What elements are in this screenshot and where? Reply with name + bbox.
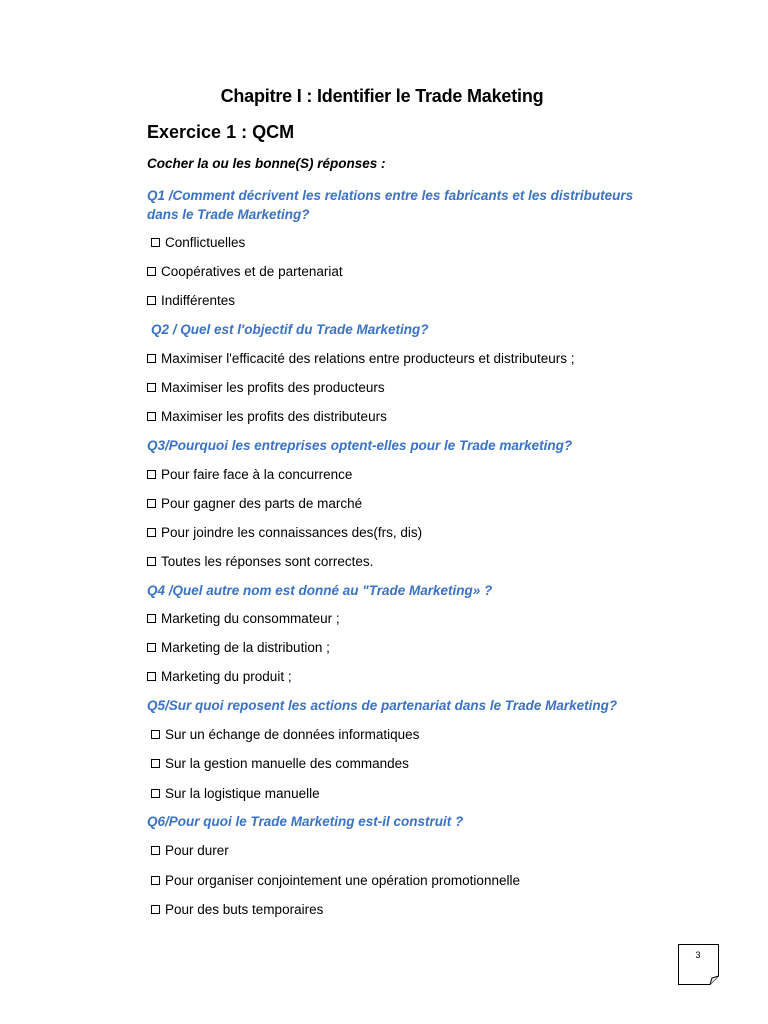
checkbox-icon[interactable]	[147, 643, 156, 652]
question-1: Q1 /Comment décrivent les relations entre les fabricants et les distributeurs dans le Trade Marketing?	[147, 188, 634, 222]
option-label: Maximiser l'efficacité des relations entre producteurs et distributeurs ;	[161, 351, 575, 366]
option-label: Pour organiser conjointement une opération promotionnelle	[165, 873, 520, 888]
checkbox-icon[interactable]	[147, 412, 156, 421]
checkbox-icon[interactable]	[151, 905, 160, 914]
page-number-frame	[678, 944, 718, 984]
option-label: Maximiser les profits des producteurs	[161, 380, 385, 395]
question-5-option-2[interactable]	[151, 754, 409, 773]
question-3-option-3[interactable]	[147, 523, 422, 542]
checkbox-icon[interactable]	[147, 557, 156, 566]
question-5-option-3[interactable]	[151, 784, 320, 803]
checkbox-icon[interactable]	[151, 846, 160, 855]
checkbox-icon[interactable]	[147, 296, 156, 305]
question-4-option-3[interactable]	[147, 667, 292, 686]
question-5-option-1[interactable]	[151, 725, 419, 744]
checkbox-icon[interactable]	[147, 499, 156, 508]
checkbox-icon[interactable]	[147, 354, 156, 363]
checkbox-icon[interactable]	[151, 876, 160, 885]
option-label: Marketing du consommateur ;	[161, 611, 340, 626]
option-label: Marketing du produit ;	[161, 669, 292, 684]
chapter-title: Chapitre I : Identifier le Trade Maketing	[220, 86, 544, 106]
question-3-option-1[interactable]	[147, 465, 352, 484]
question-6-option-2[interactable]	[151, 871, 520, 890]
option-label: Maximiser les profits des distributeurs	[161, 409, 387, 424]
question-6: Q6/Pour quoi le Trade Marketing est-il construit ?	[147, 814, 464, 829]
checkbox-icon[interactable]	[151, 789, 160, 798]
question-6-option-3[interactable]	[151, 900, 323, 919]
question-5: Q5/Sur quoi reposent les actions de partenariat dans le Trade Marketing?	[147, 698, 618, 713]
option-label: Pour faire face à la concurrence	[161, 467, 353, 482]
question-2-option-3[interactable]	[147, 407, 387, 426]
question-2-option-1[interactable]	[147, 349, 575, 368]
question-2-option-2[interactable]	[147, 378, 385, 397]
option-label: Coopératives et de partenariat	[161, 264, 343, 279]
checkbox-icon[interactable]	[147, 470, 156, 479]
instruction-text: Cocher la ou les bonne(S) réponses :	[147, 156, 386, 171]
option-label: Indifférentes	[161, 293, 236, 308]
question-4-option-2[interactable]	[147, 638, 330, 657]
checkbox-icon[interactable]	[147, 672, 156, 681]
question-2: Q2 / Quel est l'objectif du Trade Marketing?	[151, 322, 429, 337]
checkbox-icon[interactable]	[147, 383, 156, 392]
question-3-option-4[interactable]	[147, 552, 373, 571]
question-1-option-2[interactable]	[147, 262, 343, 281]
checkbox-icon[interactable]	[151, 238, 160, 247]
question-6-option-1[interactable]	[151, 841, 229, 860]
option-label: Toutes les réponses sont correctes.	[161, 554, 374, 569]
question-1-option-3[interactable]	[147, 291, 235, 310]
question-3: Q3/Pourquoi les entreprises optent-elles pour le Trade marketing?	[147, 438, 573, 453]
option-label: Sur la gestion manuelle des commandes	[165, 756, 409, 771]
question-4-option-1[interactable]	[147, 609, 340, 628]
checkbox-icon[interactable]	[147, 267, 156, 276]
question-4: Q4 /Quel autre nom est donné au "Trade Marketing» ?	[147, 583, 493, 598]
option-label: Pour des buts temporaires	[165, 902, 324, 917]
exercise-title: Exercice 1 : QCM	[147, 122, 295, 142]
option-label: Sur la logistique manuelle	[165, 786, 320, 801]
checkbox-icon[interactable]	[147, 528, 156, 537]
question-1-option-1[interactable]	[151, 233, 245, 252]
question-3-option-2[interactable]	[147, 494, 362, 513]
option-label: Pour durer	[165, 843, 229, 858]
page-number: 3	[695, 950, 701, 960]
checkbox-icon[interactable]	[151, 730, 160, 739]
option-label: Conflictuelles	[165, 235, 246, 250]
option-label: Sur un échange de données informatiques	[165, 727, 420, 742]
option-label: Pour joindre les connaissances des(frs, dis)	[161, 525, 423, 540]
option-label: Marketing de la distribution ;	[161, 640, 330, 655]
option-label: Pour gagner des parts de marché	[161, 496, 363, 511]
checkbox-icon[interactable]	[151, 759, 160, 768]
checkbox-icon[interactable]	[147, 614, 156, 623]
